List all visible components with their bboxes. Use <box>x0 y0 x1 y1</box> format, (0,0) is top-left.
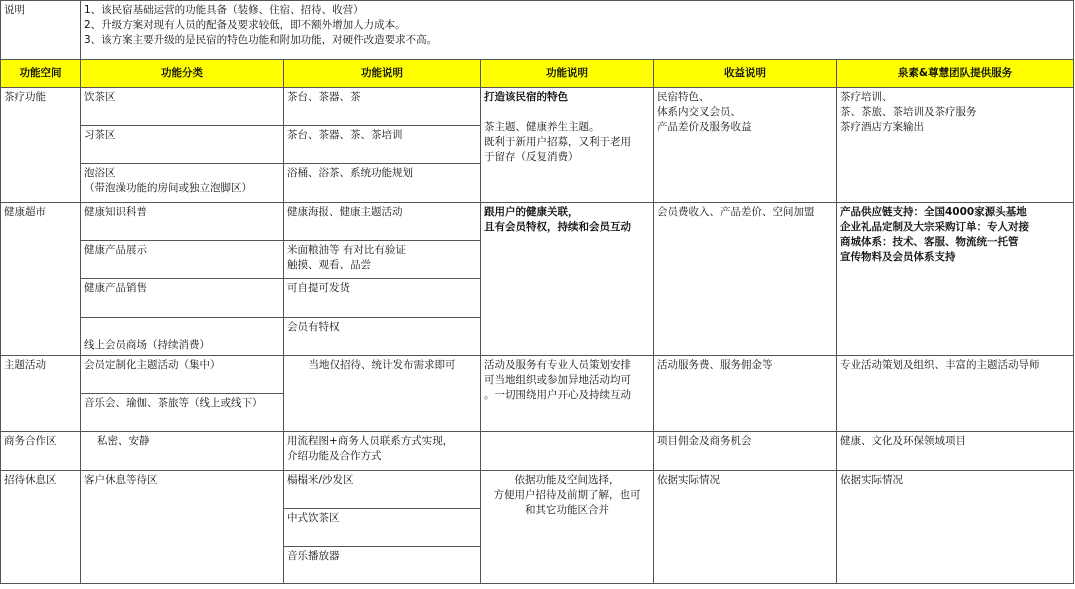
theme-note-line: 可当地组织或参加异地活动均可 <box>484 374 631 386</box>
health-service-line: 商城体系：技术、客服、物流统一托管 <box>840 236 1019 248</box>
tea-service <box>837 88 1074 203</box>
intro-line: 1、该民宿基础运营的功能具备（装修、住宿、招待、收营） <box>84 4 364 16</box>
desc-line: 触摸、观看、品尝 <box>287 259 371 271</box>
header-service: 泉素&尊慧团队提供服务 <box>837 60 1074 88</box>
tea-service-line: 茶疗酒店方案输出 <box>840 121 924 133</box>
category-cell: 健康知识科普 <box>81 203 284 241</box>
header-space: 功能空间 <box>1 60 81 88</box>
space-tea: 茶疗功能 <box>1 88 81 203</box>
theme-income: 活动服务费、服务佣金等 <box>654 356 837 432</box>
health-note-line: 且有会员特权，持续和会员互动 <box>484 221 631 233</box>
theme-note-line: 。一切围绕用户开心及持续互动 <box>484 389 631 401</box>
space-theme: 主题活动 <box>1 356 81 432</box>
space-reception: 招待休息区 <box>1 471 81 584</box>
category-line: （带泡澡功能的房间或独立泡脚区） <box>84 182 252 194</box>
theme-note-line: 活动及服务有专业人员策划安排 <box>484 359 631 371</box>
tea-note-line: 既利于新用户招募，又利于老用 <box>484 136 631 148</box>
tea-income-line: 产品差价及服务收益 <box>657 121 752 133</box>
theme-desc: 当地仅招待、统计发布需求即可 <box>284 356 481 432</box>
intro-line: 2、升级方案对现有人员的配备及要求较低，即不额外增加人力成本。 <box>84 19 406 31</box>
space-business: 商务合作区 <box>1 432 81 471</box>
tea-note-line: 于留存（反复消费） <box>484 151 579 163</box>
desc-cell: 会员有特权 <box>284 318 481 356</box>
category-cell: 客户休息等待区 <box>81 471 284 584</box>
reception-note <box>481 471 654 584</box>
category-cell: 健康产品销售 <box>81 279 284 318</box>
desc-line: 用流程图+商务人员联系方式实现， <box>287 435 454 447</box>
reception-note-line: 依据功能及空间选择， <box>514 474 620 486</box>
tea-income <box>654 88 837 203</box>
header-income: 收益说明 <box>654 60 837 88</box>
header-description-2: 功能说明 <box>481 60 654 88</box>
reception-service: 依据实际情况 <box>837 471 1074 584</box>
health-note-line: 跟用户的健康关联， <box>484 206 579 218</box>
theme-note <box>481 356 654 432</box>
reception-income: 依据实际情况 <box>654 471 837 584</box>
health-income: 会员费收入、产品差价、空间加盟 <box>654 203 837 356</box>
tea-service-line: 茶、茶旅、茶培训及茶疗服务 <box>840 106 977 118</box>
tea-note-line: 茶主题、健康养生主题。 <box>484 121 600 133</box>
desc-cell: 浴桶、浴茶、系统功能规划 <box>284 164 481 203</box>
desc-line: 米面粮油等 有对比有验证 <box>287 244 406 256</box>
tea-note-title: 打造该民宿的特色 <box>484 91 568 103</box>
tea-note <box>481 88 654 203</box>
category-cell <box>81 164 284 203</box>
desc-cell: 健康海报、健康主题活动 <box>284 203 481 241</box>
theme-service: 专业活动策划及组织、丰富的主题活动导师 <box>837 356 1074 432</box>
health-service-line: 企业礼品定制及大宗采购订单：专人对接 <box>840 221 1029 233</box>
desc-cell: 茶台、茶器、茶、茶培训 <box>284 126 481 164</box>
intro-text <box>81 1 1074 60</box>
health-service-line: 宣传物料及会员体系支持 <box>840 251 956 263</box>
category-cell: 健康产品展示 <box>81 241 284 279</box>
desc-cell: 中式饮茶区 <box>284 509 481 547</box>
category-cell: 会员定制化主题活动（集中） <box>81 356 284 394</box>
category-cell: 线上会员商场（持续消费） <box>81 318 284 356</box>
intro-label: 说明 <box>1 1 81 60</box>
business-income: 项目佣金及商务机会 <box>654 432 837 471</box>
reception-note-line: 和其它功能区合并 <box>525 504 609 516</box>
health-service <box>837 203 1074 356</box>
health-service-line: 产品供应链支持：全国4000家源头基地 <box>840 206 1027 218</box>
desc-cell: 茶台、茶器、茶 <box>284 88 481 126</box>
category-line: 泡浴区 <box>84 167 116 179</box>
category-cell: 私密、安静 <box>81 432 284 471</box>
reception-note-line: 方便用户招待及前期了解，也可 <box>493 489 641 501</box>
category-cell: 饮茶区 <box>81 88 284 126</box>
empty-cell <box>481 432 654 471</box>
header-category: 功能分类 <box>81 60 284 88</box>
category-cell: 音乐会、瑜伽、茶旅等（线上或线下） <box>81 394 284 432</box>
health-note <box>481 203 654 356</box>
desc-line: 介绍功能及合作方式 <box>287 450 382 462</box>
desc-cell: 可自提可发货 <box>284 279 481 318</box>
desc-cell: 榻榻米/沙发区 <box>284 471 481 509</box>
tea-service-line: 茶疗培训、 <box>840 91 893 103</box>
tea-income-line: 体系内交叉会员、 <box>657 106 741 118</box>
category-cell: 习茶区 <box>81 126 284 164</box>
tea-income-line: 民宿特色、 <box>657 91 710 103</box>
header-description: 功能说明 <box>284 60 481 88</box>
business-desc <box>284 432 481 471</box>
desc-cell: 音乐播放器 <box>284 547 481 584</box>
business-service: 健康、文化及环保领域项目 <box>837 432 1074 471</box>
intro-line: 3、该方案主要升级的是民宿的特色功能和附加功能，对硬件改造要求不高。 <box>84 34 438 46</box>
desc-cell <box>284 241 481 279</box>
space-health: 健康超市 <box>1 203 81 356</box>
